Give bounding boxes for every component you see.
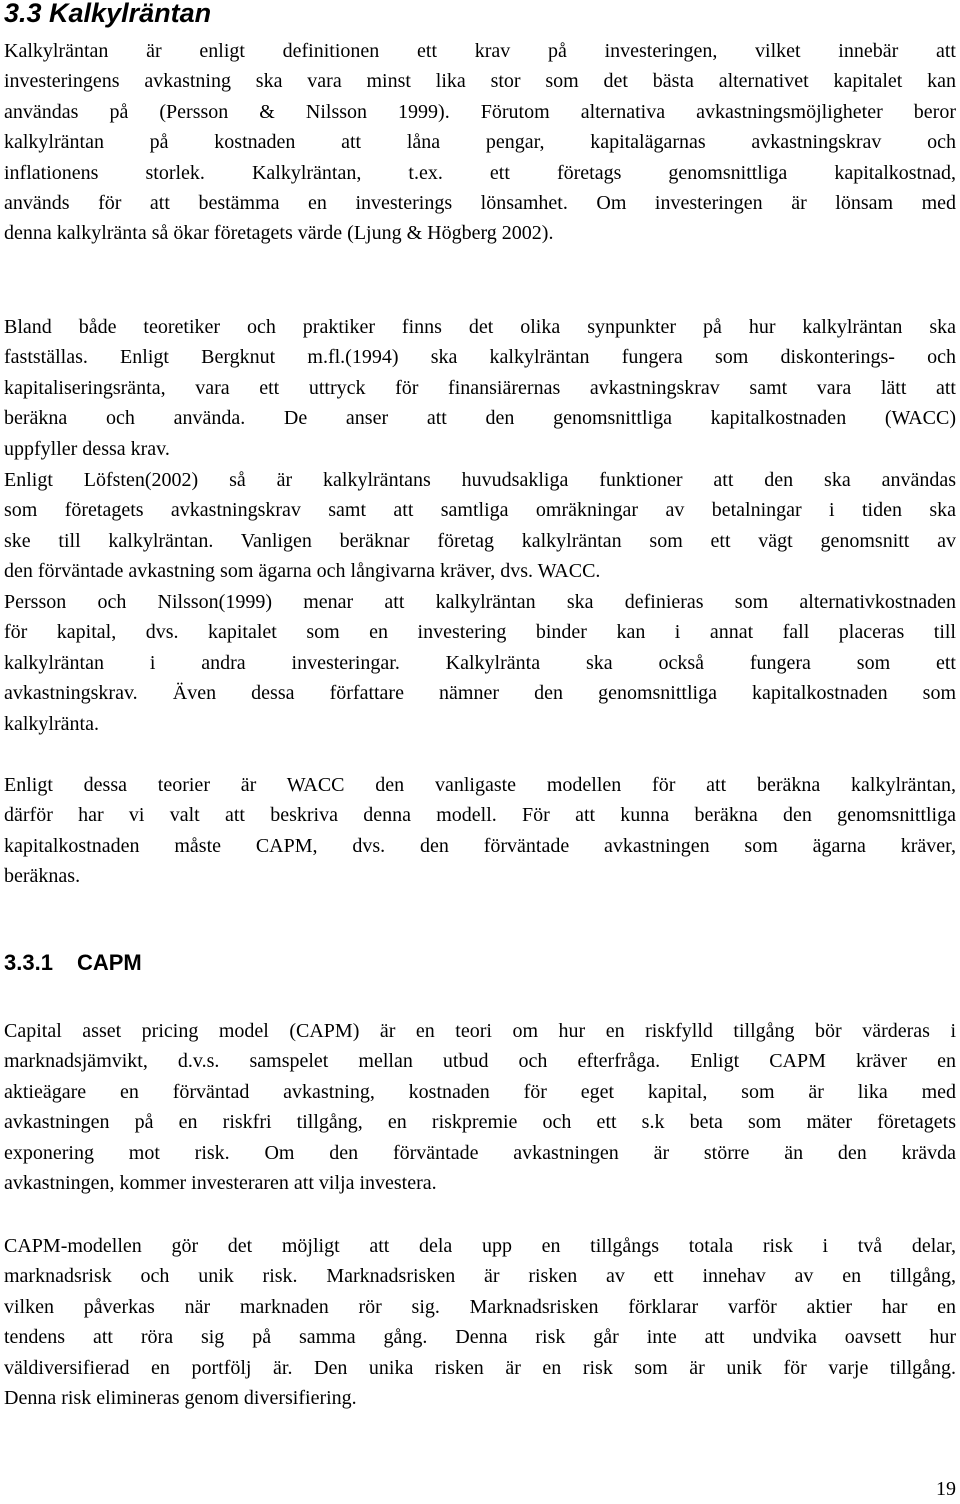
paragraph-6 [4, 1016, 956, 1198]
text-line: exponering mot risk. Om den förväntade avkastningen är större än den krävda [4, 1141, 956, 1164]
subsection-heading [4, 948, 142, 978]
subsection-title: CAPM [76, 950, 142, 975]
text-line: tendens att röra sig på samma gång. Denna risk går inte att undvika oavsett hur [4, 1326, 956, 1349]
text-line: kalkylräntan i andra investeringar. Kalkylränta ska också fungera som ett [4, 651, 956, 674]
text-line: investeringens avkastning ska vara minst lika stor som det bästa alternativet kapitalet kan [4, 70, 956, 93]
text-line: Capital asset pricing model (CAPM) är en teori om hur en riskfylld tillgång bör värderas i [4, 1020, 956, 1042]
text-line: beräkna och använda. De anser att den genomsnittliga kapitalkostnaden (WACC) [4, 407, 956, 430]
text-line: denna kalkylränta så ökar företagets värde (Ljung & Högberg 2002). [4, 222, 554, 245]
section-heading: 3.3 Kalkylräntan [4, 0, 212, 28]
text-line: beräknas. [4, 865, 81, 888]
text-line: Persson och Nilsson(1999) menar att kalkylräntan ska definieras som alternativkostnaden [4, 591, 956, 613]
text-line: Bland både teoretiker och praktiker finns det olika synpunkter på hur kalkylräntan ska [4, 316, 956, 338]
text-line: därför har vi valt att beskriva denna modell. För att kunna beräkna den genomsnittliga [4, 804, 956, 827]
text-line: CAPM-modellen gör det möjligt att dela upp en tillgångs totala risk i två delar, [4, 1235, 956, 1257]
text-line: avkastningen på en riskfri tillgång, en riskpremie och ett s.k beta som mäter företagets [4, 1111, 956, 1134]
paragraph-7 [4, 1231, 956, 1413]
text-line: används för att bestämma en investerings lönsamhet. Om investeringen är lönsam med [4, 192, 956, 215]
page-number: 19 [936, 1478, 956, 1500]
text-line: väldiversifierad en portfölj är. Den unika risken är en risk som är unik för varje tillgång. [4, 1356, 956, 1379]
text-line: avkastningskrav. Även dessa författare nämner den genomsnittliga kapitalkostnaden som [4, 682, 956, 705]
paragraph-1 [4, 36, 956, 249]
text-line: kalkylränta. [4, 712, 99, 735]
text-line: som företagets avkastningskrav samt att samtliga omräkningar av betalningar i tiden ska [4, 499, 956, 522]
text-line: Denna risk elimineras genom diversifiering. [4, 1387, 357, 1410]
text-line: kapitaliseringsränta, vara ett uttryck för finansiärernas avkastningskrav samt vara lätt att [4, 376, 956, 399]
text-line: Enligt Löfsten(2002) så är kalkylräntans huvudsakliga funktioner att den ska användas [4, 469, 956, 491]
paragraph-3 [4, 465, 956, 587]
text-line: Kalkylräntan är enligt definitionen ett krav på investeringen, vilket innebär att [4, 40, 956, 62]
text-line: aktieägare en förväntad avkastning, kostnaden för eget kapital, som är lika med [4, 1080, 956, 1103]
subsection-number: 3.3.1 [4, 950, 53, 975]
text-line: Enligt dessa teorier är WACC den vanligaste modellen för att beräkna kalkylräntan, [4, 774, 956, 796]
text-line: inflationens storlek. Kalkylräntan, t.ex. ett företags genomsnittliga kapitalkostnad, [4, 161, 956, 184]
text-line: den förväntade avkastning som ägarna och långivarna kräver, dvs. WACC. [4, 560, 601, 583]
text-line: ske till kalkylräntan. Vanligen beräknar företag kalkylräntan som ett vägt genomsnitt av [4, 529, 956, 552]
text-line: vilken påverkas när marknaden rör sig. Marknadsrisken förklarar varför aktier har en [4, 1295, 956, 1318]
text-line: fastställas. Enligt Bergknut m.fl.(1994) ska kalkylräntan fungera som diskonterings- och [4, 346, 956, 369]
text-line: kapitalkostnaden måste CAPM, dvs. den förväntade avkastningen som ägarna kräver, [4, 834, 956, 857]
paragraph-2 [4, 312, 956, 464]
text-line: uppfyller dessa krav. [4, 437, 170, 460]
text-line: för kapital, dvs. kapitalet som en investering binder kan i annat fall placeras till [4, 621, 956, 644]
text-line: marknadsrisk och unik risk. Marknadsrisken är risken av ett innehav av en tillgång, [4, 1265, 956, 1288]
text-line: kalkylräntan på kostnaden att låna pengar, kapitalägarnas avkastningskrav och [4, 131, 956, 154]
paragraph-4 [4, 587, 956, 739]
text-line: användas på (Persson & Nilsson 1999). Förutom alternativa avkastningsmöjligheter beror [4, 100, 956, 123]
paragraph-5 [4, 770, 956, 892]
text-line: avkastningen, kommer investeraren att vilja investera. [4, 1172, 437, 1195]
text-line: marknadsjämvikt, d.v.s. samspelet mellan utbud och efterfråga. Enligt CAPM kräver en [4, 1050, 956, 1073]
